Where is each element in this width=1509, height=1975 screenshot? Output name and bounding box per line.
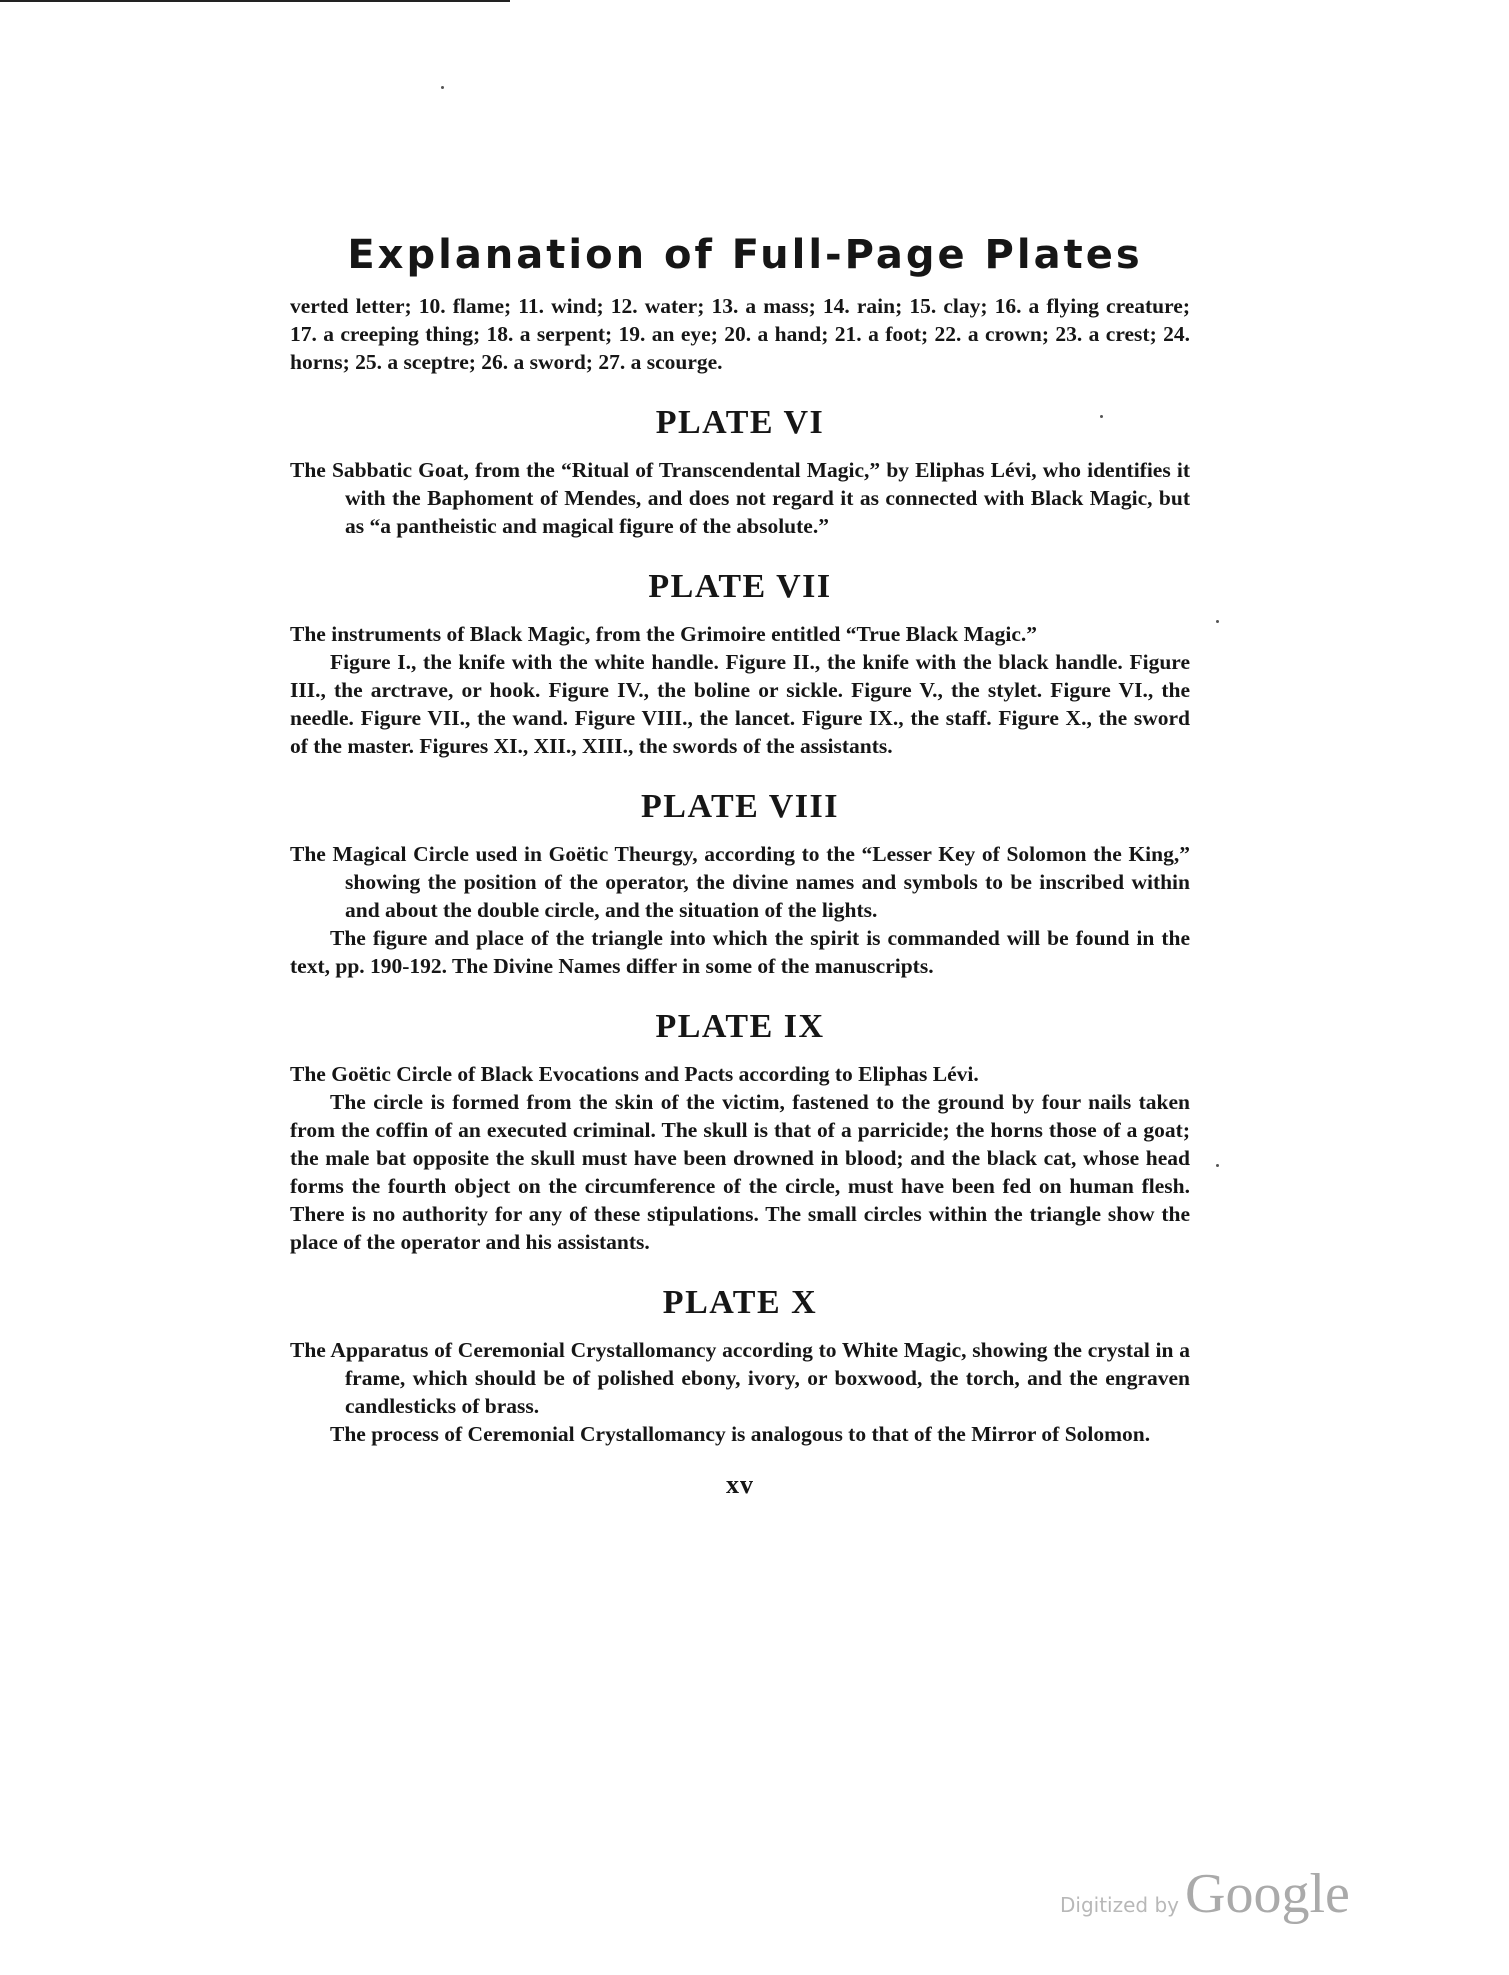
plate-paragraph: The process of Ceremonial Crystallomancy is analogous to that of the Mirror of Solomon. bbox=[330, 1422, 1151, 1446]
plate-paragraph: The circle is formed from the skin of the victim, fastened to the ground by four nails taken from the coffin of an executed criminal. The skull is that of a parricide; the horns those of a goat; the male bat opposite the skull must have been drowned in blood; and the black cat, whose head forms the fourth object on the circumference of the circle, must have been fed on human flesh. There is no authority for any of these stipulations. The small circles within the triangle show the place of the operator and his assistants. bbox=[290, 1090, 1190, 1254]
plate-title: PLATE IX bbox=[655, 1008, 825, 1045]
plate-paragraph: The Goëtic Circle of Black Evocations and Pacts according to Eliphas Lévi. bbox=[290, 1062, 979, 1086]
plate-title: PLATE VIII bbox=[641, 788, 839, 825]
plate-viii bbox=[290, 788, 1190, 980]
plate-paragraph: The Sabbatic Goat, from the “Ritual of Transcendental Magic,” by Eliphas Lévi, who identifies it with the Baphoment of Mendes, and does not regard it as connected with Black Magic, but as “a pantheistic and magical figure of the absolute.” bbox=[290, 458, 1190, 538]
plate-paragraph: The Apparatus of Ceremonial Crystallomancy according to White Magic, showing the crystal in a frame, which should be of polished ebony, ivory, or boxwood, the torch, and the engraven candlesticks of brass. bbox=[290, 1338, 1190, 1418]
plate-title: PLATE VI bbox=[655, 404, 825, 441]
page-number: xv bbox=[726, 1470, 754, 1499]
top-rule bbox=[0, 0, 510, 2]
continuation-text: verted letter; 10. flame; 11. wind; 12. water; 13. a mass; 14. rain; 15. clay; 16. a flying creature; 17. a creeping thing; 18. a serpent; 19. an eye; 20. a hand; 21. a foot; 22. a crown; 23. a crest; 24. horns; 25. a sceptre; 26. a sword; 27. a scourge. bbox=[290, 294, 1190, 374]
plate-title: PLATE VII bbox=[648, 568, 832, 605]
plate-vii bbox=[290, 568, 1190, 760]
plate-paragraph: The instruments of Black Magic, from the Grimoire entitled “True Black Magic.” bbox=[290, 622, 1038, 646]
plate-x bbox=[290, 1284, 1190, 1448]
plate-title: PLATE X bbox=[662, 1284, 818, 1321]
speck bbox=[441, 86, 444, 89]
plate-vi bbox=[290, 404, 1190, 540]
watermark-prefix: Digitized by bbox=[1060, 1893, 1179, 1917]
page-title: Explanation of Full-Page Plates bbox=[347, 232, 1143, 278]
document-page bbox=[290, 232, 1190, 1500]
plate-paragraph: The figure and place of the triangle into which the spirit is commanded will be found in the text, pp. 190-192. The Divine Names differ in some of the manuscripts. bbox=[290, 926, 1190, 978]
speck bbox=[1216, 1164, 1219, 1167]
plate-paragraph: The Magical Circle used in Goëtic Theurgy, according to the “Lesser Key of Solomon the King,” showing the position of the operator, the divine names and symbols to be inscribed within and about the double circle, and the situation of the lights. bbox=[290, 842, 1190, 922]
digitized-by-watermark bbox=[1060, 1862, 1350, 1926]
google-logo: Google bbox=[1185, 1863, 1350, 1925]
plate-ix bbox=[290, 1008, 1190, 1256]
speck bbox=[1216, 620, 1219, 623]
plate-paragraph: Figure I., the knife with the white handle. Figure II., the knife with the black handle. Figure III., the arctrave, or hook. Figure IV., the boline or sickle. Figure V., the stylet. Figure VI., the needle. Figure VII., the wand. Figure VIII., the lancet. Figure IX., the staff. Figure X., the sword of the master. Figures XI., XII., XIII., the swords of the assistants. bbox=[290, 650, 1190, 758]
